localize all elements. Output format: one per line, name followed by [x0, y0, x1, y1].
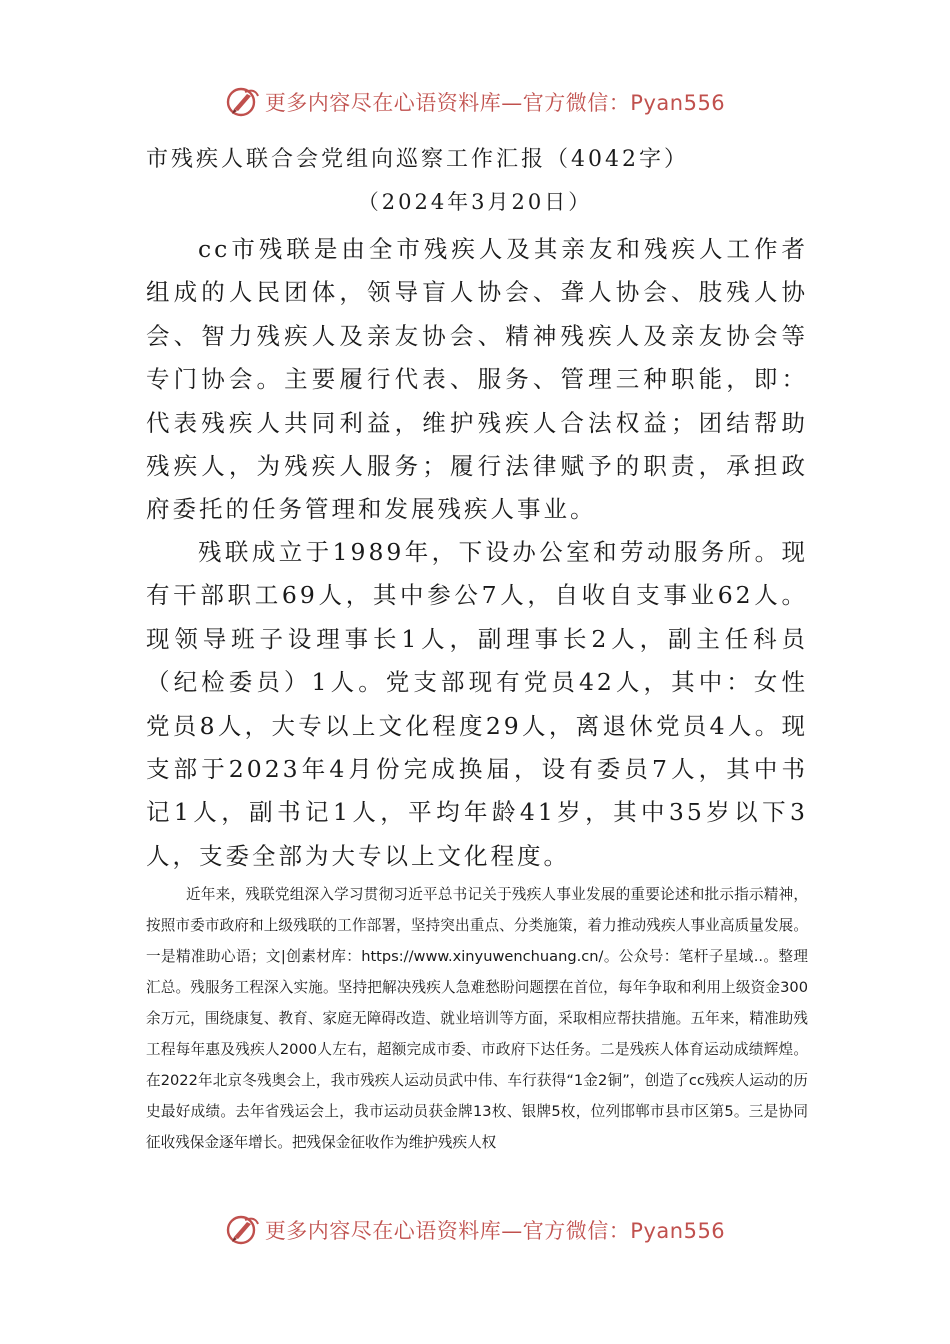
- banner-text: 更多内容尽在心语资料库—官方微信：Pyan556: [264, 91, 726, 115]
- banner-text: 更多内容尽在心语资料库—官方微信：Pyan556: [264, 1219, 726, 1243]
- footer-banner: [0, 1210, 950, 1250]
- document-date: （2024年3月20日）: [357, 190, 593, 214]
- paragraph: 近年来，残联党组深入学习贯彻习近平总书记关于残疾人事业发展的重要论述和批示指示精神，按照市委市政府和上级残联的工作部署，坚持突出重点、分类施策，着力推动残疾人事业高质量发展。一是精准助心语；文|创素材库：https://www.xinyuwenchuang.cn/。公众号：笔杆子星域..。整理汇总。残服务工程深入实施。坚持把解决残疾人急难愁盼问题摆在首位，每年争取和利用上级资金300余万元，围绕康复、教育、家庭无障碍改造、就业培训等方面，采取相应帮扶措施。五年来，精准助残工程每年惠及残疾人2000人左右，超额完成市委、市政府下达任务。二是残疾人体育运动成绩辉煌。在2022年北京冬残奥会上，我市残疾人运动员武中伟、车行获得“1金2铜”，创造了cc残疾人运动的历史最好成绩。去年省残运会上，我市运动员获金牌13枚、银牌5枚，位列邯郸市县市区第5。三是协同征收残保金逐年增长。把残保金征收作为维护残疾人权: [146, 886, 808, 1151]
- pen-logo-icon: [225, 1212, 261, 1248]
- header-banner: [0, 82, 950, 122]
- paragraph: cc市残联是由全市残疾人及其亲友和残疾人工作者组成的人民团体，领导盲人协会、聋人协会、肢残人协会、智力残疾人及亲友协会、精神残疾人及亲友协会等专门协会。主要履行代表、服务、管理三种职能，即：代表残疾人共同利益，维护残疾人合法权益；团结帮助残疾人，为残疾人服务；履行法律赋予的职责，承担政府委托的任务管理和发展残疾人事业。: [146, 235, 808, 524]
- paragraph: 残联成立于1989年，下设办公室和劳动服务所。现有干部职工69人，其中参公7人，自收自支事业62人。现领导班子设理事长1人，副理事长2人，副主任科员（纪检委员）1人。党支部现有党员42人，其中：女性党员8人，大专以上文化程度29人，离退休党员4人。现支部于2023年4月份完成换届，设有委员7人，其中书记1人，副书记1人，平均年龄41岁，其中35岁以下3人，支委全部为大专以上文化程度。: [146, 538, 808, 870]
- document-title: 市残疾人联合会党组向巡察工作汇报（4042字）: [146, 147, 689, 172]
- pen-logo-icon: [225, 84, 261, 120]
